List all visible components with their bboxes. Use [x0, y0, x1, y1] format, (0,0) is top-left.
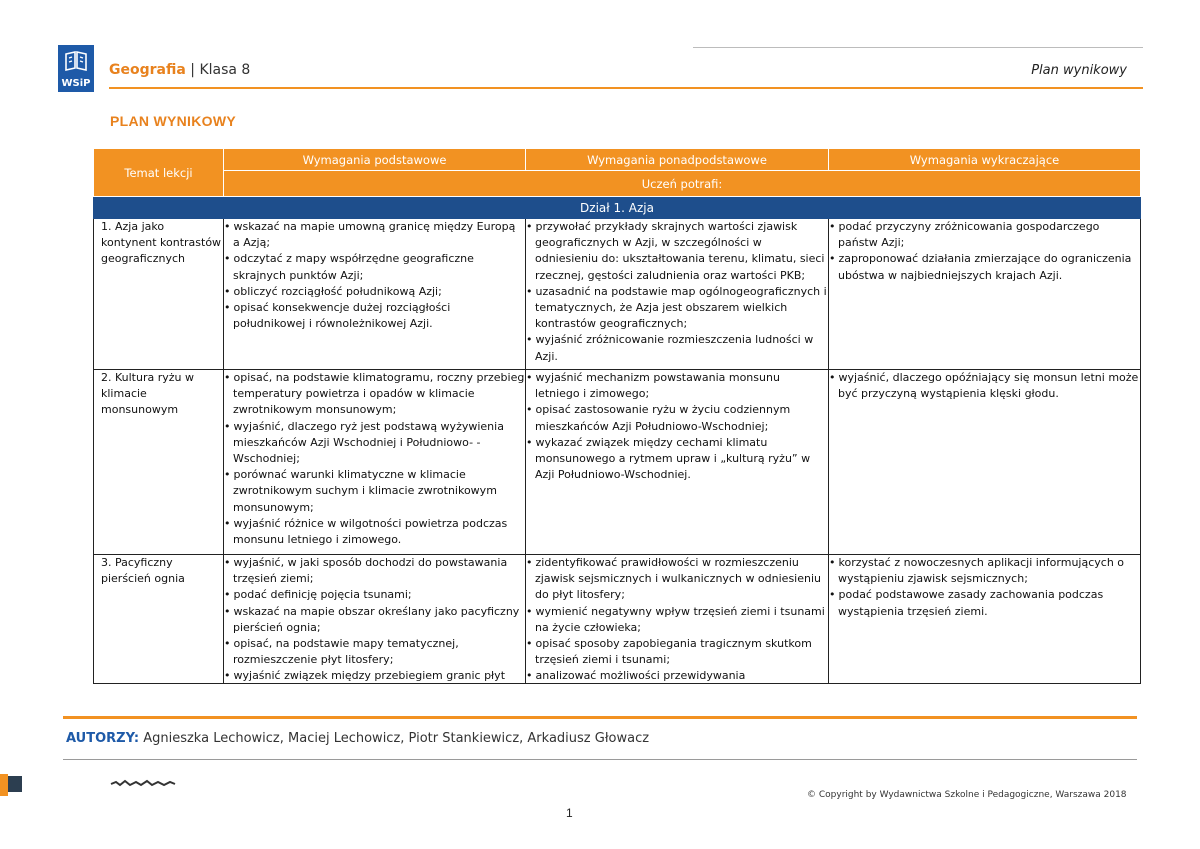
plan-table [93, 148, 1141, 684]
top-divider [693, 47, 1143, 48]
basic-cell [224, 370, 526, 555]
list-item: • wyjaśnić zróżnicowanie rozmieszczenia ludności w Azji. [526, 332, 828, 364]
topic-cell: 2. Kultura ryżu w klimacie monsunowym [94, 370, 224, 555]
list-item: • wymienić negatywny wpływ trzęsień ziemi i tsunami na życie człowieka; [526, 604, 828, 636]
list-item: • podać definicję pojęcia tsunami; [224, 587, 525, 603]
advanced-cell [829, 555, 1141, 684]
header-extended: Wymagania ponadpodstawowe [526, 149, 829, 171]
subject-name: Geografia [109, 62, 186, 78]
table-row [94, 555, 1141, 684]
footer-divider [63, 716, 1137, 719]
page-number: 1 [566, 806, 573, 820]
list-item: • wyjaśnić związek między przebiegiem granic płyt [224, 668, 525, 683]
class-name: Klasa 8 [199, 62, 251, 78]
authors-label: AUTORZY: [66, 731, 140, 746]
table-row [94, 370, 1141, 555]
extended-cell [526, 370, 829, 555]
wsip-logo [58, 45, 94, 92]
list-item: • przywołać przykłady skrajnych wartości zjawisk geograficznych w Azji, w szczególności w odniesieniu do: ukształtowania terenu, klimatu, sieci rzecznej, gęstości zaludnienia oraz wartości PKB; [526, 219, 828, 284]
authors-names: Agnieszka Lechowicz, Maciej Lechowicz, Piotr Stankiewicz, Arkadiusz Głowacz [143, 731, 650, 746]
header-left [109, 62, 250, 78]
footer-divider-thin [63, 759, 1137, 760]
header-student-can: Uczeń potrafi: [224, 171, 1141, 197]
list-item: • wyjaśnić, dlaczego ryż jest podstawą wyżywienia mieszkańców Azji Wschodniej i Południowo- -Wschodniej; [224, 419, 525, 468]
header-basic: Wymagania podstawowe [224, 149, 526, 171]
extended-cell [526, 555, 829, 684]
list-item: • wyjaśnić różnice w wilgotności powietrza podczas monsunu letniego i zimowego. [224, 516, 525, 548]
header-right-title: Plan wynikowy [1031, 63, 1127, 78]
copyright-text: © Copyright by Wydawnictwa Szkolne i Pedagogiczne, Warszawa 2018 [807, 790, 1127, 800]
header-divider [109, 87, 1143, 89]
basic-cell [224, 555, 526, 684]
list-item: • zidentyfikować prawidłowości w rozmieszczeniu zjawisk sejsmicznych i wulkanicznych w odniesieniu do płyt litosfery; [526, 555, 828, 604]
authors-line [66, 731, 649, 746]
header-advanced: Wymagania wykraczające [829, 149, 1141, 171]
header-separator: | [190, 62, 195, 78]
header-topic: Temat lekcji [94, 149, 224, 197]
topic-cell: 3. Pacyficzny pierścień ognia [94, 555, 224, 684]
list-item: • opisać zastosowanie ryżu w życiu codziennym mieszkańców Azji Południowo-Wschodniej; [526, 402, 828, 434]
list-item: • porównać warunki klimatyczne w klimacie zwrotnikowym suchym i klimacie zwrotnikowym monsunowym; [224, 467, 525, 516]
list-item: • podać podstawowe zasady zachowania podczas wystąpienia trzęsień ziemi. [829, 587, 1140, 619]
section-title: Dział 1. Azja [94, 197, 1141, 219]
list-item: • opisać, na podstawie klimatogramu, roczny przebieg temperatury powietrza i opadów w klimacie zwrotnikowym monsunowym; [224, 370, 525, 419]
list-item: • podać przyczyny zróżnicowania gospodarczego państw Azji; [829, 219, 1140, 251]
list-item: • wyjaśnić, w jaki sposób dochodzi do powstawania trzęsień ziemi; [224, 555, 525, 587]
signature-mark [110, 779, 176, 788]
logo-label: WSiP [61, 78, 91, 89]
list-item: • wykazać związek między cechami klimatu monsunowego a rytmem upraw i „kulturą ryżu” w Azji Południowo-Wschodniej. [526, 435, 828, 484]
list-item: • wskazać na mapie umowną granicę między Europą a Azją; [224, 219, 525, 251]
table-row [94, 219, 1141, 370]
list-item: • korzystać z nowoczesnych aplikacji informujących o wystąpieniu zjawisk sejsmicznych; [829, 555, 1140, 587]
basic-cell [224, 219, 526, 370]
list-item: • wyjaśnić, dlaczego opóźniający się monsun letni może być przyczyną wystąpienia klęski głodu. [829, 370, 1140, 402]
book-icon [65, 51, 87, 71]
page-title: PLAN WYNIKOWY [110, 113, 237, 129]
list-item: • opisać sposoby zapobiegania tragicznym skutkom trzęsień ziemi i tsunami; [526, 636, 828, 668]
list-item: • wskazać na mapie obszar określany jako pacyficzny pierścień ognia; [224, 604, 525, 636]
list-item: • odczytać z mapy współrzędne geograficzne skrajnych punktów Azji; [224, 251, 525, 283]
advanced-cell [829, 370, 1141, 555]
list-item: • wyjaśnić mechanizm powstawania monsunu letniego i zimowego; [526, 370, 828, 402]
extended-cell [526, 219, 829, 370]
list-item: • opisać konsekwencje dużej rozciągłości południkowej i równoleżnikowej Azji. [224, 300, 525, 332]
wsip-mini-logo [0, 772, 22, 798]
list-item: • uzasadnić na podstawie map ogólnogeograficznych i tematycznych, że Azja jest obszarem wielkich kontrastów geograficznych; [526, 284, 828, 333]
advanced-cell [829, 219, 1141, 370]
list-item: • zaproponować działania zmierzające do ograniczenia ubóstwa w najbiedniejszych krajach Azji. [829, 251, 1140, 283]
list-item: • analizować możliwości przewidywania [526, 668, 828, 683]
topic-cell: 1. Azja jako kontynent kontrastów geograficznych [94, 219, 224, 370]
list-item: • opisać, na podstawie mapy tematycznej, rozmieszczenie płyt litosfery; [224, 636, 525, 668]
list-item: • obliczyć rozciągłość południkową Azji; [224, 284, 525, 300]
